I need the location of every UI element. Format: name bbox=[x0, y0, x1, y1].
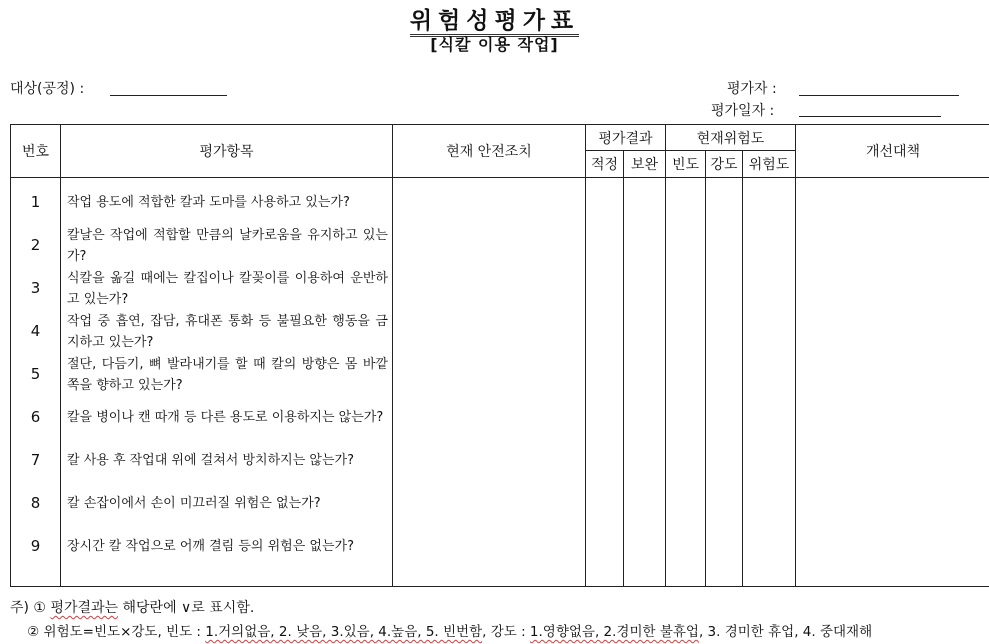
date-label: 평가일자 : bbox=[711, 103, 775, 119]
assessment-item: 작업 용도에 적합한 칼과 도마를 사용하고 있는가? bbox=[67, 195, 350, 210]
note-2 bbox=[10, 620, 872, 640]
note-1-keyword: 평가결과는 bbox=[50, 600, 119, 616]
header-freq: 빈도 bbox=[666, 151, 706, 178]
risk-assessment-table bbox=[10, 124, 989, 587]
risk-level-cell[interactable] bbox=[743, 178, 796, 587]
header-no: 번호 bbox=[11, 125, 61, 178]
note-2-prefix: ② 위험도=빈도×강도, 빈도 : bbox=[10, 624, 206, 640]
header-risk: 현재위험도 bbox=[666, 125, 796, 151]
date-field[interactable] bbox=[799, 116, 941, 117]
row-number: 5 bbox=[30, 365, 41, 383]
row-number: 6 bbox=[30, 408, 41, 426]
header-risk-level: 위험도 bbox=[743, 151, 796, 178]
page-subtitle: [식칼 이용 작업] bbox=[430, 35, 559, 54]
header-result: 평가결과 bbox=[586, 125, 666, 151]
assessment-item: 칼날은 작업에 적합할 만큼의 날카로움을 유지하고 있는가? bbox=[67, 227, 388, 264]
note-1-text: 해당란에 ∨로 표시함. bbox=[118, 600, 255, 616]
row-number: 3 bbox=[30, 279, 41, 297]
header-severity: 강도 bbox=[706, 151, 743, 178]
note-1 bbox=[10, 597, 254, 617]
row-number: 2 bbox=[30, 236, 41, 254]
header-result-ok: 적정 bbox=[586, 151, 624, 178]
target-label: 대상(공정) : bbox=[10, 81, 85, 97]
target-field[interactable] bbox=[110, 95, 227, 96]
severity-cell[interactable] bbox=[706, 178, 743, 587]
header-improve: 개선대책 bbox=[796, 125, 989, 178]
freq-cell[interactable] bbox=[666, 178, 706, 587]
assessment-item: 식칼을 옮길 때에는 칼집이나 칼꽂이를 이용하여 운반하고 있는가? bbox=[67, 270, 388, 307]
header-result-fix: 보완 bbox=[624, 151, 666, 178]
note-2-end: , 3. 경미한 휴업, 4. 중대재해 bbox=[698, 624, 873, 640]
note-2-frequency-scale: 1.거의없음, 2. 낮음, 3.있음, 4.높음, 5. 빈번함 bbox=[205, 624, 483, 640]
row-number: 4 bbox=[30, 322, 41, 340]
assessment-item: 칼 사용 후 작업대 위에 걸쳐서 방치하지는 않는가? bbox=[67, 453, 354, 468]
row-number: 1 bbox=[30, 193, 41, 211]
note-1-prefix: 주) ① bbox=[10, 600, 51, 616]
assessment-item: 칼을 병이나 캔 따개 등 다른 용도로 이용하지는 않는가? bbox=[67, 410, 384, 425]
row-number: 9 bbox=[30, 537, 41, 555]
number-column bbox=[11, 178, 61, 587]
row-number: 8 bbox=[30, 494, 41, 512]
assessment-item: 작업 중 흡연, 잡담, 휴대폰 통화 등 불필요한 행동을 금지하고 있는가? bbox=[67, 313, 388, 350]
assessment-item: 장시간 칼 작업으로 어깨 결림 등의 위험은 없는가? bbox=[67, 539, 354, 554]
assessor-field[interactable] bbox=[799, 95, 959, 96]
result-fix-cell[interactable] bbox=[624, 178, 666, 587]
header-item: 평가항목 bbox=[61, 125, 393, 178]
assessment-item: 칼 손잡이에서 손이 미끄러질 위험은 없는가? bbox=[67, 496, 321, 511]
item-column bbox=[61, 178, 393, 587]
row-number: 7 bbox=[30, 451, 41, 469]
table-body bbox=[11, 178, 989, 587]
note-2-severity-scale: 1.영향없음, 2.경미한 불휴업 bbox=[529, 624, 699, 640]
result-ok-cell[interactable] bbox=[586, 178, 624, 587]
improvement-cell[interactable] bbox=[796, 178, 989, 587]
safety-measures-cell[interactable] bbox=[393, 178, 586, 587]
page-title: 위험성평가표 bbox=[0, 2, 989, 35]
assessor-label: 평가자 : bbox=[727, 81, 777, 97]
header-safety: 현재 안전조치 bbox=[393, 125, 586, 178]
note-2-separator: , 강도 : bbox=[482, 624, 530, 640]
assessment-item: 절단, 다듬기, 뼈 발라내기를 할 때 칼의 방향은 몸 바깥쪽을 향하고 있는가? bbox=[67, 356, 388, 393]
